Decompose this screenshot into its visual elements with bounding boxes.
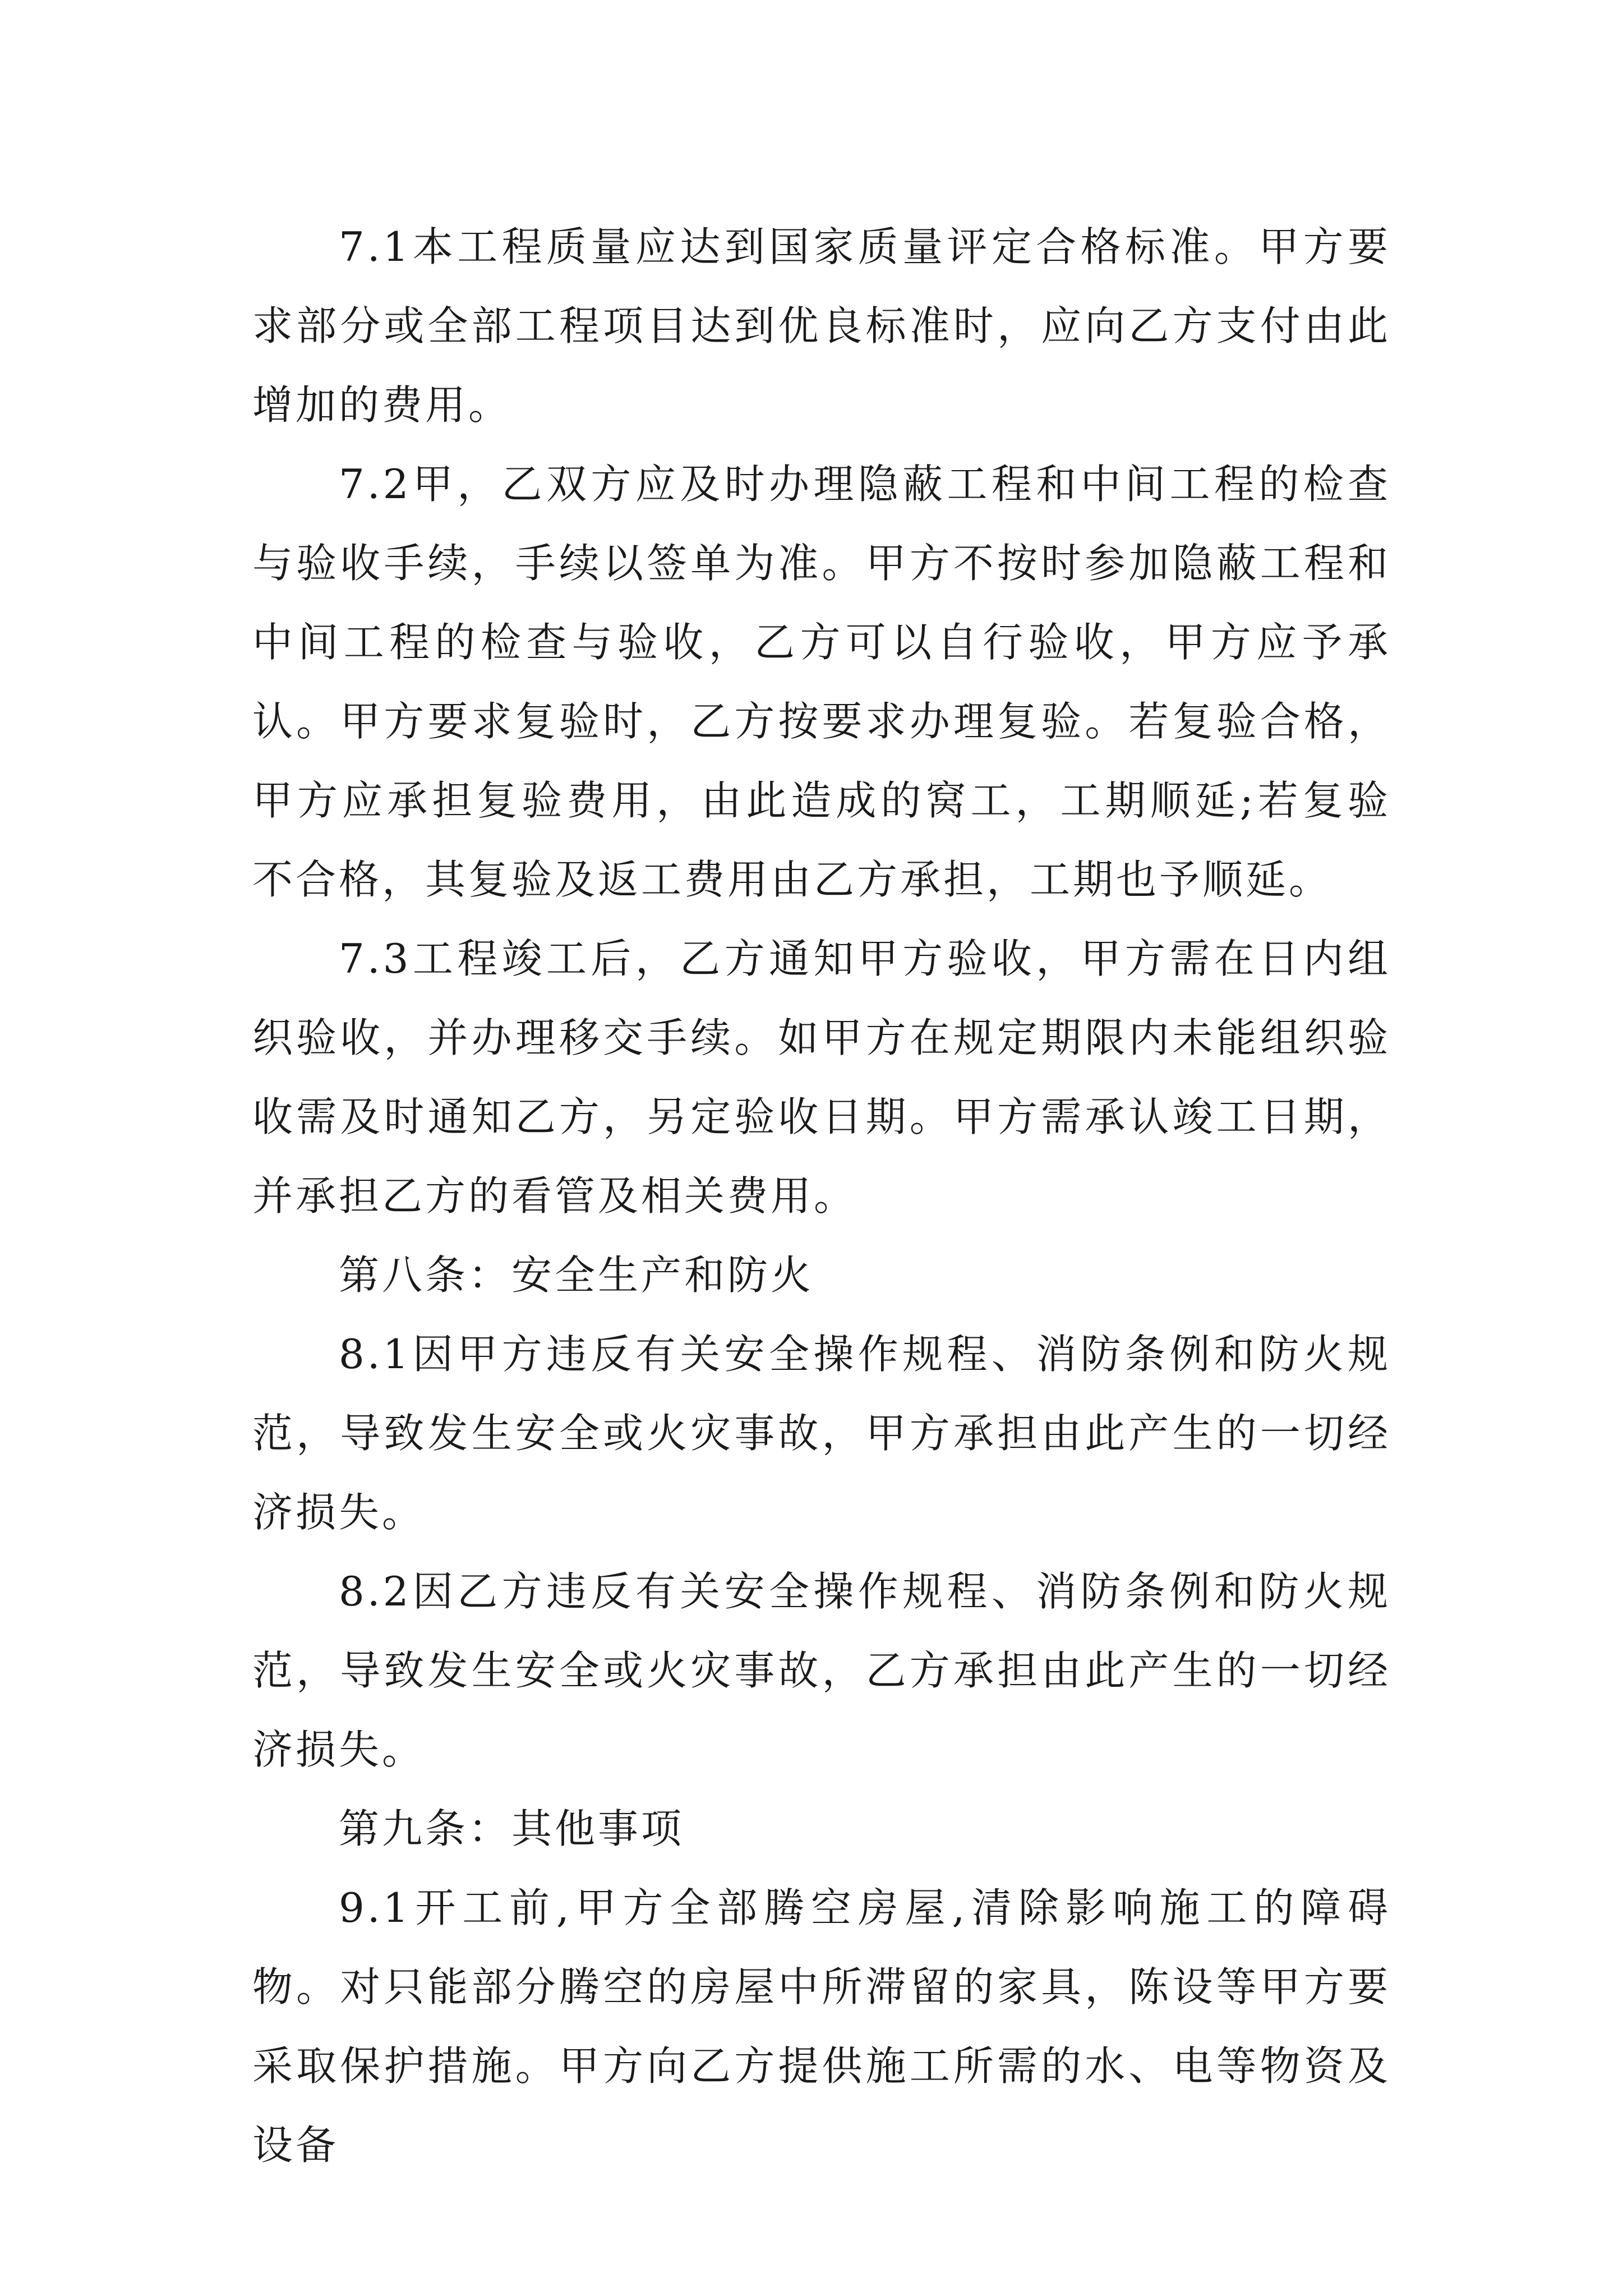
clause-7-3: 7.3工程竣工后，乙方通知甲方验收，甲方需在日内组织验收，并办理移交手续。如甲方在规定期限内未能组织验收需及时通知乙方，另定验收日期。甲方需承认竣工日期，并承担乙方的看管及相关费用。	[252, 935, 1391, 1220]
article-8-heading: 第八条：安全生产和防火	[339, 1251, 814, 1299]
clause-7-2: 7.2甲，乙双方应及时办理隐蔽工程和中间工程的检查与验收手续，手续以签单为准。甲方不按时参加隐蔽工程和中间工程的检查与验收，乙方可以自行验收，甲方应予承认。甲方要求复验时，乙方按要求办理复验。若复验合格，甲方应承担复验费用，由此造成的窝工，工期顺延;若复验不合格，其复验及返工费用由乙方承担，工期也予顺延。	[252, 461, 1391, 903]
clause-8-2: 8.2因乙方违反有关安全操作规程、消防条例和防火规范，导致发生安全或火灾事故，乙方承担由此产生的一切经济损失。	[252, 1568, 1391, 1773]
clause-7-1: 7.1本工程质量应达到国家质量评定合格标准。甲方要求部分或全部工程项目达到优良标准时，应向乙方支付由此增加的费用。	[252, 223, 1391, 429]
clause-8-1: 8.1因甲方违反有关安全操作规程、消防条例和防火规范，导致发生安全或火灾事故，甲方承担由此产生的一切经济损失。	[252, 1331, 1391, 1536]
document-body	[252, 208, 1391, 2185]
article-9-heading: 第九条：其他事项	[339, 1805, 685, 1852]
clause-9-1: 9.1开工前,甲方全部腾空房屋,清除影响施工的障碍物。对只能部分腾空的房屋中所滞留的家具，陈设等甲方要采取保护措施。甲方向乙方提供施工所需的水、电等物资及设备	[252, 1884, 1391, 2169]
